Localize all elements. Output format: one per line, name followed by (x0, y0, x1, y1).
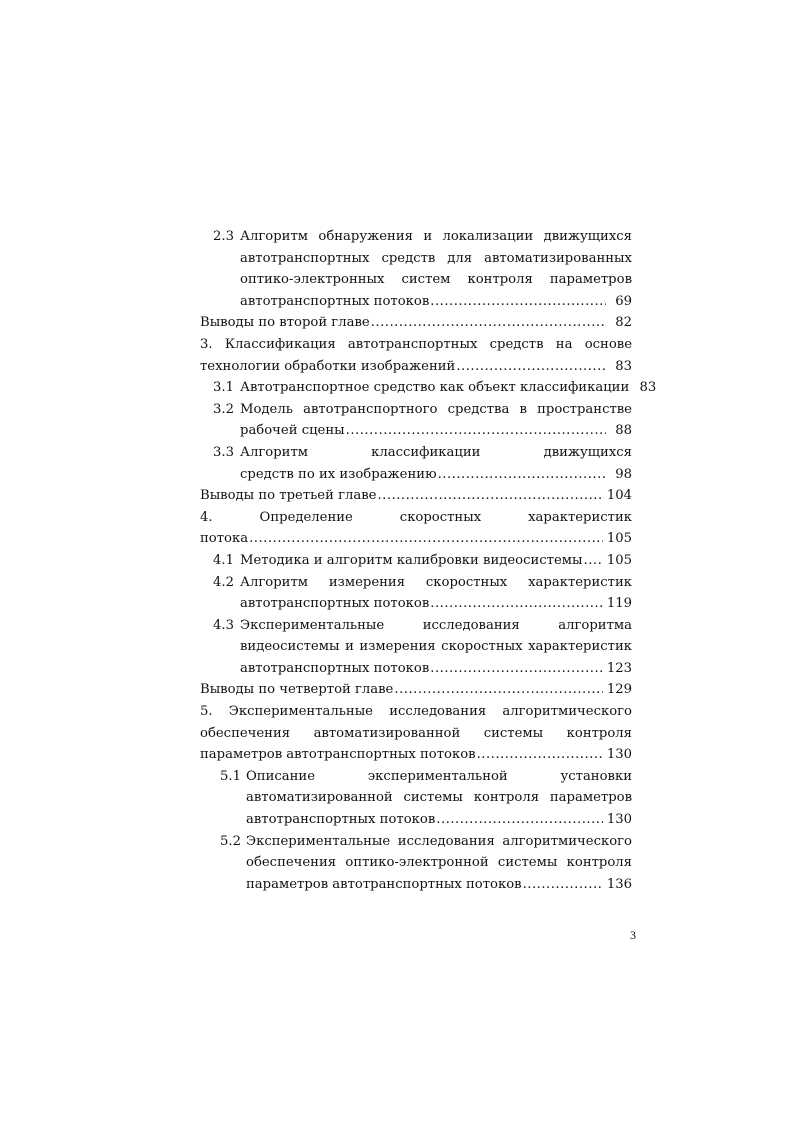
toc-page-number: 98 (615, 466, 632, 482)
toc-entry (200, 701, 632, 766)
leader-dots (436, 809, 603, 831)
toc-page-number: 83 (639, 380, 657, 396)
toc-entry (200, 507, 632, 550)
leader-dots (394, 679, 602, 701)
toc-entry-text: автоматизированной системы контроля параметров (246, 790, 632, 806)
toc-entry (200, 572, 632, 615)
toc-page-number: 129 (606, 682, 632, 698)
toc-entry-text: технологии обработки изображений (200, 358, 456, 374)
toc-entry (200, 442, 632, 485)
toc-entry-text: оптико-электронных систем контроля параметров (240, 272, 632, 288)
table-of-contents (200, 226, 657, 895)
toc-entry-text: Экспериментальные исследования алгоритма (240, 617, 632, 633)
toc-entry-text: Алгоритм обнаружения и локализации движущихся (240, 229, 632, 244)
toc-entry (200, 334, 632, 377)
leader-dots (456, 356, 606, 378)
toc-entry-text: автотранспортных потоков (240, 596, 430, 612)
page-number: 3 (630, 928, 636, 942)
toc-entry (200, 679, 632, 701)
leader-dots (584, 550, 603, 572)
toc-entry-number: 4.2 (213, 574, 234, 590)
toc-entry-text: обеспечения оптико-электронной системы контроля (246, 855, 632, 871)
toc-entry-number: 3.3 (213, 444, 234, 460)
toc-entry-text: Модель автотранспортного средства в пространстве (240, 401, 632, 417)
toc-entry-number: 5.1 (220, 768, 241, 784)
toc-page-number: 82 (615, 315, 632, 331)
leader-dots (249, 528, 603, 550)
toc-entry-text: рабочей сцены (240, 423, 345, 439)
toc-entry (200, 312, 632, 334)
toc-entry-number: 5.2 (220, 833, 241, 849)
toc-page-number: 130 (606, 812, 632, 828)
toc-entry-text: автотранспортных потоков (246, 812, 436, 828)
toc-entry-text: средств по их изображению (240, 466, 437, 482)
toc-entry (200, 485, 632, 507)
leader-dots (346, 420, 606, 442)
toc-entry-text: Методика и алгоритм калибровки видеосистемы (240, 552, 583, 568)
leader-dots (523, 874, 603, 896)
toc-entry-text: параметров автотранспортных потоков (200, 747, 476, 763)
toc-entry-text: параметров автотранспортных потоков (246, 876, 522, 892)
toc-entry-text: автотранспортных потоков (240, 660, 430, 676)
toc-entry-text: Алгоритм измерения скоростных характеристик (240, 574, 632, 590)
leader-dots (430, 291, 606, 313)
leader-dots (371, 312, 606, 334)
toc-entry (200, 399, 632, 442)
toc-entry-number: 2.3 (213, 229, 234, 244)
toc-entry (200, 550, 632, 572)
toc-page-number: 105 (606, 552, 632, 568)
toc-entry (200, 226, 632, 312)
toc-page-number: 69 (615, 293, 632, 309)
toc-entry-text: 3. Классификация автотранспортных средств на основе (200, 336, 632, 352)
leader-dots (477, 744, 603, 766)
toc-entry-text: Описание экспериментальной установки (246, 768, 632, 784)
toc-entry-number: 4.3 (213, 617, 234, 633)
toc-page-number: 88 (615, 423, 632, 439)
toc-entry-text: Выводы по второй главе (200, 315, 370, 331)
toc-page-number: 83 (615, 358, 632, 374)
leader-dots (377, 485, 602, 507)
toc-entry-text: Экспериментальные исследования алгоритмического (246, 833, 632, 849)
toc-page-number: 104 (606, 488, 632, 504)
toc-entry-text: автотранспортных потоков (240, 293, 430, 309)
leader-dots (430, 593, 603, 615)
toc-page-number: 119 (606, 596, 632, 612)
toc-entry-text: Выводы по четвертой главе (200, 682, 394, 698)
toc-page-number: 130 (606, 747, 632, 763)
toc-entry-text: потока (200, 531, 249, 547)
toc-entry-text: автотранспортных средств для автоматизированных (240, 250, 632, 266)
toc-entry (200, 766, 632, 831)
toc-entry (200, 377, 657, 399)
toc-entry-text: Выводы по третьей главе (200, 488, 377, 504)
toc-entry-number: 4.1 (213, 552, 234, 568)
toc-entry-text: 4. Определение скоростных характеристик (200, 509, 632, 525)
toc-entry-text: обеспечения автоматизированной системы контроля (200, 725, 632, 741)
toc-page-number: 123 (606, 660, 632, 676)
leader-dots (438, 464, 606, 486)
toc-entry (200, 831, 632, 896)
toc-entry-number: 3.1 (213, 380, 234, 396)
toc-entry-number: 3.2 (213, 401, 234, 417)
toc-page-number: 105 (606, 531, 632, 547)
leader-dots (430, 658, 603, 680)
toc-entry-text: видеосистемы и измерения скоростных характеристик (240, 639, 632, 655)
toc-entry-text: Алгоритм классификации движущихся (240, 444, 632, 460)
toc-entry (200, 615, 632, 680)
toc-entry-text: Автотранспортное средство как объект классификации (240, 380, 630, 396)
toc-entry-text: 5. Экспериментальные исследования алгоритмического (200, 704, 632, 720)
toc-page-number: 136 (606, 876, 632, 892)
